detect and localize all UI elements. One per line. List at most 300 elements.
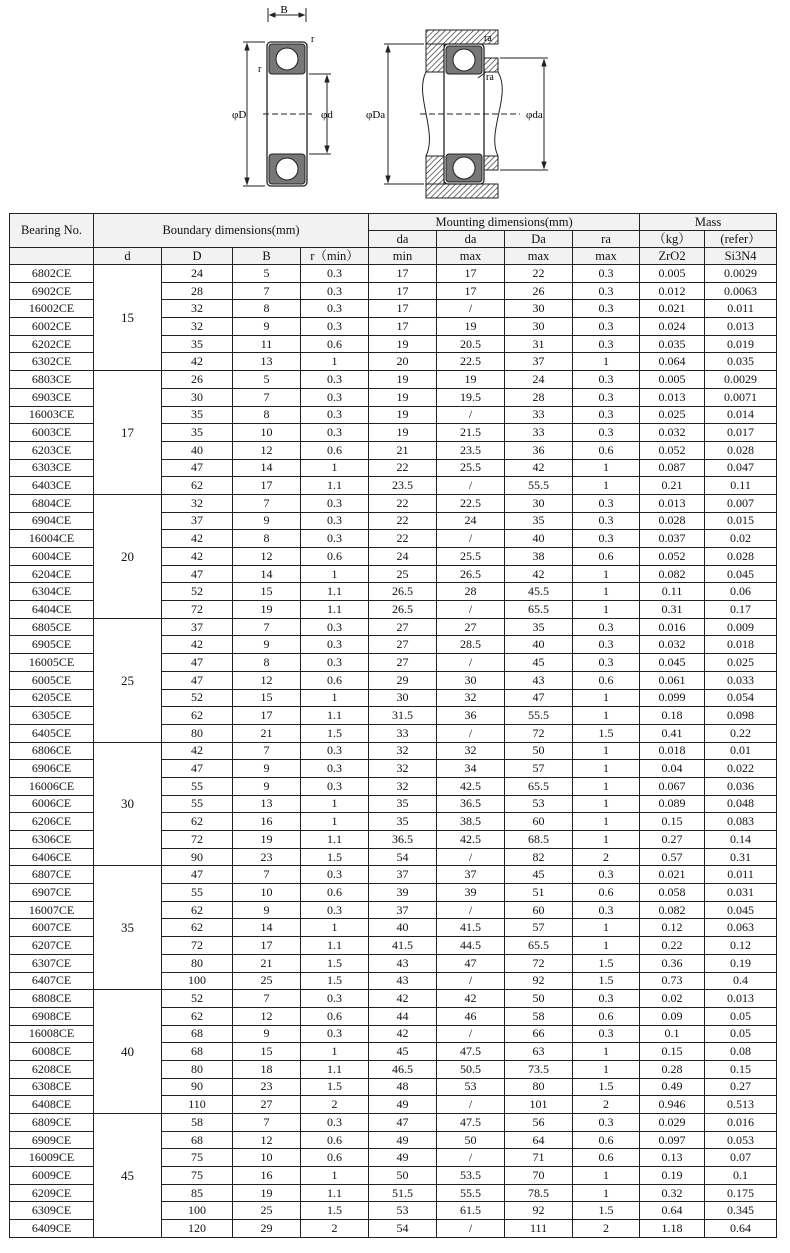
cell-B: 23 bbox=[233, 848, 301, 866]
cell-D: 42 bbox=[162, 742, 233, 760]
cell-da-max: 30 bbox=[437, 671, 505, 689]
cell-r-min: 0.3 bbox=[301, 388, 369, 406]
cell-ra-max: 2 bbox=[573, 1220, 640, 1238]
cell-da-min: 46.5 bbox=[369, 1060, 437, 1078]
cell-ra-max: 0.3 bbox=[573, 530, 640, 548]
cell-da-max: 19 bbox=[437, 371, 505, 389]
cell-mass-zro2: 0.082 bbox=[640, 901, 705, 919]
bearing-cross-section-diagram bbox=[243, 8, 331, 186]
cell-da-max: 23.5 bbox=[437, 441, 505, 459]
cell-D: 35 bbox=[162, 335, 233, 353]
cell-Da-max: 55.5 bbox=[505, 477, 573, 495]
cell-mass-zro2: 0.19 bbox=[640, 1167, 705, 1185]
cell-mass-zro2: 0.035 bbox=[640, 335, 705, 353]
diagram-label-phiDa: φDa bbox=[366, 109, 386, 121]
cell-r-min: 0.6 bbox=[301, 884, 369, 902]
cell-Da-max: 60 bbox=[505, 901, 573, 919]
cell-B: 8 bbox=[233, 654, 301, 672]
cell-da-max: 37 bbox=[437, 866, 505, 884]
cell-da-min: 44 bbox=[369, 1007, 437, 1025]
cell-B: 7 bbox=[233, 866, 301, 884]
cell-da-max: / bbox=[437, 406, 505, 424]
cell-ra-max: 1 bbox=[573, 777, 640, 795]
cell-Da-max: 78.5 bbox=[505, 1184, 573, 1202]
cell-da-min: 43 bbox=[369, 954, 437, 972]
cell-mass-zro2: 0.15 bbox=[640, 1043, 705, 1061]
cell-mass-zro2: 0.097 bbox=[640, 1131, 705, 1149]
cell-mass-zro2: 0.032 bbox=[640, 636, 705, 654]
cell-da-min: 22 bbox=[369, 530, 437, 548]
cell-D: 37 bbox=[162, 512, 233, 530]
table-row bbox=[10, 742, 777, 760]
cell-bearing-no: 6009CE bbox=[10, 1167, 94, 1185]
cell-mass-zro2: 0.36 bbox=[640, 954, 705, 972]
cell-B: 10 bbox=[233, 1149, 301, 1167]
cell-mass-si3n4: 0.05 bbox=[705, 1025, 777, 1043]
cell-D: 90 bbox=[162, 1078, 233, 1096]
cell-mass-si3n4: 0.07 bbox=[705, 1149, 777, 1167]
cell-bearing-no: 6005CE bbox=[10, 671, 94, 689]
cell-da-min: 54 bbox=[369, 1220, 437, 1238]
cell-r-min: 0.3 bbox=[301, 1025, 369, 1043]
cell-ra-max: 1 bbox=[573, 1060, 640, 1078]
cell-da-max: 25.5 bbox=[437, 548, 505, 566]
cell-mass-zro2: 0.012 bbox=[640, 282, 705, 300]
cell-mass-zro2: 0.052 bbox=[640, 548, 705, 566]
cell-B: 10 bbox=[233, 424, 301, 442]
cell-mass-zro2: 0.067 bbox=[640, 777, 705, 795]
cell-ra-max: 1.5 bbox=[573, 1078, 640, 1096]
cell-D: 72 bbox=[162, 937, 233, 955]
cell-ra-max: 1 bbox=[573, 689, 640, 707]
cell-ra-max: 1 bbox=[573, 353, 640, 371]
cell-B: 19 bbox=[233, 1184, 301, 1202]
cell-bearing-no: 16002CE bbox=[10, 300, 94, 318]
cell-D: 42 bbox=[162, 530, 233, 548]
cell-bearing-no: 16004CE bbox=[10, 530, 94, 548]
cell-B: 25 bbox=[233, 972, 301, 990]
cell-D: 80 bbox=[162, 724, 233, 742]
cell-mass-si3n4: 0.011 bbox=[705, 866, 777, 884]
cell-mass-zro2: 0.037 bbox=[640, 530, 705, 548]
cell-r-min: 1.1 bbox=[301, 477, 369, 495]
cell-B: 16 bbox=[233, 1167, 301, 1185]
cell-da-max: 20.5 bbox=[437, 335, 505, 353]
cell-da-max: / bbox=[437, 1220, 505, 1238]
cell-ra-max: 0.3 bbox=[573, 300, 640, 318]
cell-mass-si3n4: 0.033 bbox=[705, 671, 777, 689]
cell-da-max: 53.5 bbox=[437, 1167, 505, 1185]
cell-mass-zro2: 0.1 bbox=[640, 1025, 705, 1043]
cell-D: 62 bbox=[162, 901, 233, 919]
cell-Da-max: 72 bbox=[505, 724, 573, 742]
cell-mass-si3n4: 0.175 bbox=[705, 1184, 777, 1202]
cell-Da-max: 70 bbox=[505, 1167, 573, 1185]
cell-r-min: 0.3 bbox=[301, 265, 369, 283]
cell-r-min: 1 bbox=[301, 565, 369, 583]
cell-r-min: 1.5 bbox=[301, 954, 369, 972]
cell-da-max: 47.5 bbox=[437, 1114, 505, 1132]
cell-r-min: 1.1 bbox=[301, 1060, 369, 1078]
cell-bearing-no: 6305CE bbox=[10, 707, 94, 725]
cell-D: 26 bbox=[162, 371, 233, 389]
cell-bearing-no: 6807CE bbox=[10, 866, 94, 884]
cell-r-min: 0.3 bbox=[301, 777, 369, 795]
table-row bbox=[10, 866, 777, 884]
cell-bearing-no: 6007CE bbox=[10, 919, 94, 937]
cell-r-min: 1 bbox=[301, 459, 369, 477]
cell-r-min: 0.3 bbox=[301, 760, 369, 778]
cell-Da-max: 82 bbox=[505, 848, 573, 866]
cell-Da-max: 56 bbox=[505, 1114, 573, 1132]
cell-D: 28 bbox=[162, 282, 233, 300]
cell-bearing-no: 6903CE bbox=[10, 388, 94, 406]
cell-mass-si3n4: 0.045 bbox=[705, 565, 777, 583]
cell-ra-max: 1.5 bbox=[573, 954, 640, 972]
cell-bearing-no: 6802CE bbox=[10, 265, 94, 283]
cell-bearing-no: 16005CE bbox=[10, 654, 94, 672]
cell-B: 27 bbox=[233, 1096, 301, 1114]
cell-mass-si3n4: 0.0071 bbox=[705, 388, 777, 406]
cell-da-max: 17 bbox=[437, 282, 505, 300]
cell-mass-si3n4: 0.031 bbox=[705, 884, 777, 902]
cell-B: 15 bbox=[233, 689, 301, 707]
cell-mass-si3n4: 0.17 bbox=[705, 601, 777, 619]
cell-ra-max: 2 bbox=[573, 848, 640, 866]
cell-bearing-no: 6909CE bbox=[10, 1131, 94, 1149]
cell-mass-zro2: 0.028 bbox=[640, 512, 705, 530]
cell-mass-zro2: 0.021 bbox=[640, 300, 705, 318]
cell-Da-max: 42 bbox=[505, 459, 573, 477]
cell-da-min: 32 bbox=[369, 777, 437, 795]
table-row bbox=[10, 371, 777, 389]
cell-da-min: 19 bbox=[369, 388, 437, 406]
cell-da-max: 32 bbox=[437, 742, 505, 760]
cell-B: 23 bbox=[233, 1078, 301, 1096]
cell-da-min: 39 bbox=[369, 884, 437, 902]
cell-B: 9 bbox=[233, 777, 301, 795]
cell-ra-max: 0.6 bbox=[573, 1131, 640, 1149]
diagram-label-ra-inner: ra bbox=[486, 72, 494, 83]
cell-Da-max: 30 bbox=[505, 494, 573, 512]
cell-mass-zro2: 0.18 bbox=[640, 707, 705, 725]
cell-D: 85 bbox=[162, 1184, 233, 1202]
cell-r-min: 0.3 bbox=[301, 990, 369, 1008]
cell-B: 9 bbox=[233, 901, 301, 919]
cell-mass-si3n4: 0.053 bbox=[705, 1131, 777, 1149]
cell-mass-si3n4: 0.513 bbox=[705, 1096, 777, 1114]
cell-da-min: 29 bbox=[369, 671, 437, 689]
cell-r-min: 1.1 bbox=[301, 831, 369, 849]
cell-D: 42 bbox=[162, 636, 233, 654]
cell-D: 62 bbox=[162, 1007, 233, 1025]
cell-mass-si3n4: 0.0063 bbox=[705, 282, 777, 300]
cell-B: 16 bbox=[233, 813, 301, 831]
cell-Da-max: 50 bbox=[505, 742, 573, 760]
cell-bearing-no: 6202CE bbox=[10, 335, 94, 353]
cell-B: 13 bbox=[233, 353, 301, 371]
cell-Da-max: 72 bbox=[505, 954, 573, 972]
cell-da-min: 19 bbox=[369, 335, 437, 353]
cell-bearing-no: 6907CE bbox=[10, 884, 94, 902]
cell-bearing-no: 6008CE bbox=[10, 1043, 94, 1061]
cell-ra-max: 0.3 bbox=[573, 654, 640, 672]
cell-d: 15 bbox=[94, 265, 162, 371]
cell-D: 110 bbox=[162, 1096, 233, 1114]
cell-B: 7 bbox=[233, 990, 301, 1008]
cell-B: 19 bbox=[233, 831, 301, 849]
cell-r-min: 1 bbox=[301, 353, 369, 371]
cell-mass-zro2: 0.024 bbox=[640, 318, 705, 336]
cell-da-min: 31.5 bbox=[369, 707, 437, 725]
cell-B: 14 bbox=[233, 565, 301, 583]
cell-bearing-no: 6409CE bbox=[10, 1220, 94, 1238]
cell-Da-max: 35 bbox=[505, 512, 573, 530]
cell-da-max: 28.5 bbox=[437, 636, 505, 654]
header-min: min bbox=[369, 248, 437, 265]
cell-da-max: / bbox=[437, 654, 505, 672]
cell-mass-si3n4: 0.007 bbox=[705, 494, 777, 512]
cell-ra-max: 1 bbox=[573, 707, 640, 725]
cell-bearing-no: 6406CE bbox=[10, 848, 94, 866]
cell-Da-max: 92 bbox=[505, 1202, 573, 1220]
cell-da-max: 28 bbox=[437, 583, 505, 601]
cell-B: 7 bbox=[233, 388, 301, 406]
cell-D: 32 bbox=[162, 494, 233, 512]
cell-bearing-no: 6203CE bbox=[10, 441, 94, 459]
cell-da-max: 39 bbox=[437, 884, 505, 902]
cell-da-min: 24 bbox=[369, 548, 437, 566]
cell-mass-si3n4: 0.016 bbox=[705, 1114, 777, 1132]
cell-bearing-no: 6303CE bbox=[10, 459, 94, 477]
cell-bearing-no: 6404CE bbox=[10, 601, 94, 619]
cell-r-min: 0.6 bbox=[301, 671, 369, 689]
cell-mass-si3n4: 0.08 bbox=[705, 1043, 777, 1061]
cell-mass-zro2: 0.21 bbox=[640, 477, 705, 495]
cell-da-min: 26.5 bbox=[369, 583, 437, 601]
cell-bearing-no: 6306CE bbox=[10, 831, 94, 849]
cell-ra-max: 0.3 bbox=[573, 512, 640, 530]
cell-Da-max: 60 bbox=[505, 813, 573, 831]
cell-D: 62 bbox=[162, 813, 233, 831]
header-max-ra: max bbox=[573, 248, 640, 265]
cell-Da-max: 80 bbox=[505, 1078, 573, 1096]
cell-da-min: 27 bbox=[369, 636, 437, 654]
cell-d: 30 bbox=[94, 742, 162, 866]
cell-bearing-no: 6405CE bbox=[10, 724, 94, 742]
cell-D: 75 bbox=[162, 1167, 233, 1185]
cell-Da-max: 26 bbox=[505, 282, 573, 300]
cell-mass-zro2: 0.013 bbox=[640, 494, 705, 512]
cell-mass-zro2: 0.029 bbox=[640, 1114, 705, 1132]
cell-mass-zro2: 0.082 bbox=[640, 565, 705, 583]
cell-da-min: 21 bbox=[369, 441, 437, 459]
cell-Da-max: 73.5 bbox=[505, 1060, 573, 1078]
cell-D: 30 bbox=[162, 388, 233, 406]
cell-da-max: / bbox=[437, 1025, 505, 1043]
cell-mass-si3n4: 0.0029 bbox=[705, 265, 777, 283]
cell-da-min: 17 bbox=[369, 300, 437, 318]
cell-B: 14 bbox=[233, 919, 301, 937]
cell-da-min: 26.5 bbox=[369, 601, 437, 619]
cell-bearing-no: 6308CE bbox=[10, 1078, 94, 1096]
cell-ra-max: 0.6 bbox=[573, 441, 640, 459]
header-max-Da: max bbox=[505, 248, 573, 265]
cell-r-min: 1.5 bbox=[301, 1202, 369, 1220]
cell-Da-max: 55.5 bbox=[505, 707, 573, 725]
cell-ra-max: 1 bbox=[573, 583, 640, 601]
cell-D: 52 bbox=[162, 990, 233, 1008]
cell-D: 80 bbox=[162, 1060, 233, 1078]
cell-Da-max: 31 bbox=[505, 335, 573, 353]
cell-D: 80 bbox=[162, 954, 233, 972]
cell-ra-max: 0.3 bbox=[573, 388, 640, 406]
cell-ra-max: 0.6 bbox=[573, 884, 640, 902]
cell-ra-max: 0.3 bbox=[573, 866, 640, 884]
cell-da-max: 42.5 bbox=[437, 831, 505, 849]
header-da-max: da bbox=[437, 231, 505, 248]
cell-B: 8 bbox=[233, 300, 301, 318]
cell-D: 35 bbox=[162, 406, 233, 424]
cell-da-min: 42 bbox=[369, 990, 437, 1008]
cell-D: 47 bbox=[162, 654, 233, 672]
cell-Da-max: 45.5 bbox=[505, 583, 573, 601]
cell-da-min: 37 bbox=[369, 901, 437, 919]
cell-ra-max: 1 bbox=[573, 1043, 640, 1061]
cell-bearing-no: 6904CE bbox=[10, 512, 94, 530]
cell-D: 120 bbox=[162, 1220, 233, 1238]
cell-mass-zro2: 1.18 bbox=[640, 1220, 705, 1238]
cell-da-max: 24 bbox=[437, 512, 505, 530]
cell-bearing-no: 6806CE bbox=[10, 742, 94, 760]
cell-da-max: 47.5 bbox=[437, 1043, 505, 1061]
cell-bearing-no: 16009CE bbox=[10, 1149, 94, 1167]
cell-mass-zro2: 0.04 bbox=[640, 760, 705, 778]
cell-Da-max: 101 bbox=[505, 1096, 573, 1114]
header-ra: ra bbox=[573, 231, 640, 248]
cell-B: 7 bbox=[233, 618, 301, 636]
cell-da-max: 27 bbox=[437, 618, 505, 636]
cell-B: 9 bbox=[233, 760, 301, 778]
cell-D: 52 bbox=[162, 689, 233, 707]
cell-bearing-no: 6908CE bbox=[10, 1007, 94, 1025]
cell-bearing-no: 6002CE bbox=[10, 318, 94, 336]
cell-da-max: 26.5 bbox=[437, 565, 505, 583]
cell-D: 68 bbox=[162, 1025, 233, 1043]
cell-mass-si3n4: 0.083 bbox=[705, 813, 777, 831]
cell-r-min: 0.3 bbox=[301, 530, 369, 548]
cell-r-min: 0.3 bbox=[301, 742, 369, 760]
cell-mass-si3n4: 0.009 bbox=[705, 618, 777, 636]
cell-B: 7 bbox=[233, 494, 301, 512]
cell-da-min: 35 bbox=[369, 795, 437, 813]
cell-mass-zro2: 0.058 bbox=[640, 884, 705, 902]
cell-mass-zro2: 0.11 bbox=[640, 583, 705, 601]
cell-r-min: 0.3 bbox=[301, 300, 369, 318]
cell-B: 21 bbox=[233, 724, 301, 742]
cell-ra-max: 1 bbox=[573, 1184, 640, 1202]
cell-mass-si3n4: 0.054 bbox=[705, 689, 777, 707]
cell-da-min: 20 bbox=[369, 353, 437, 371]
cell-mass-si3n4: 0.22 bbox=[705, 724, 777, 742]
cell-r-min: 0.6 bbox=[301, 1007, 369, 1025]
header-mass: Mass bbox=[640, 214, 777, 231]
cell-da-max: / bbox=[437, 1096, 505, 1114]
cell-r-min: 0.3 bbox=[301, 636, 369, 654]
cell-d: 40 bbox=[94, 990, 162, 1114]
cell-da-max: / bbox=[437, 972, 505, 990]
cell-da-max: 55.5 bbox=[437, 1184, 505, 1202]
cell-ra-max: 0.6 bbox=[573, 1149, 640, 1167]
cell-da-min: 40 bbox=[369, 919, 437, 937]
cell-bearing-no: 6808CE bbox=[10, 990, 94, 1008]
cell-da-max: 25.5 bbox=[437, 459, 505, 477]
bearing-spec-table bbox=[9, 213, 777, 1238]
cell-Da-max: 40 bbox=[505, 636, 573, 654]
diagram-label-phid: φd bbox=[321, 109, 333, 121]
cell-B: 14 bbox=[233, 459, 301, 477]
cell-D: 40 bbox=[162, 441, 233, 459]
cell-D: 47 bbox=[162, 866, 233, 884]
cell-B: 15 bbox=[233, 583, 301, 601]
header-bearing-no: Bearing No. bbox=[10, 214, 94, 248]
cell-Da-max: 65.5 bbox=[505, 601, 573, 619]
cell-mass-si3n4: 0.1 bbox=[705, 1167, 777, 1185]
cell-da-max: 61.5 bbox=[437, 1202, 505, 1220]
cell-B: 12 bbox=[233, 1131, 301, 1149]
cell-mass-zro2: 0.12 bbox=[640, 919, 705, 937]
cell-ra-max: 1 bbox=[573, 1167, 640, 1185]
cell-mass-si3n4: 0.028 bbox=[705, 441, 777, 459]
cell-mass-zro2: 0.946 bbox=[640, 1096, 705, 1114]
cell-D: 47 bbox=[162, 671, 233, 689]
diagram-label-r-side: r bbox=[258, 64, 262, 75]
cell-D: 52 bbox=[162, 583, 233, 601]
cell-mass-zro2: 0.021 bbox=[640, 866, 705, 884]
cell-r-min: 1.1 bbox=[301, 707, 369, 725]
cell-da-min: 19 bbox=[369, 424, 437, 442]
diagram-label-phida: φda bbox=[526, 109, 543, 121]
header-r-min: r（min） bbox=[301, 248, 369, 265]
cell-B: 15 bbox=[233, 1043, 301, 1061]
cell-mass-si3n4: 0.27 bbox=[705, 1078, 777, 1096]
cell-ra-max: 0.3 bbox=[573, 1025, 640, 1043]
cell-mass-zro2: 0.15 bbox=[640, 813, 705, 831]
cell-mass-zro2: 0.005 bbox=[640, 371, 705, 389]
cell-ra-max: 2 bbox=[573, 1096, 640, 1114]
header-si3n4: Si3N4 bbox=[705, 248, 777, 265]
cell-r-min: 0.3 bbox=[301, 618, 369, 636]
cell-D: 62 bbox=[162, 919, 233, 937]
cell-da-max: 44.5 bbox=[437, 937, 505, 955]
cell-r-min: 1.1 bbox=[301, 937, 369, 955]
cell-da-min: 51.5 bbox=[369, 1184, 437, 1202]
cell-da-max: 22.5 bbox=[437, 353, 505, 371]
cell-D: 35 bbox=[162, 424, 233, 442]
cell-B: 9 bbox=[233, 318, 301, 336]
cell-d: 45 bbox=[94, 1114, 162, 1238]
cell-bearing-no: 6207CE bbox=[10, 937, 94, 955]
cell-D: 75 bbox=[162, 1149, 233, 1167]
cell-mass-si3n4: 0.048 bbox=[705, 795, 777, 813]
cell-mass-si3n4: 0.31 bbox=[705, 848, 777, 866]
cell-mass-si3n4: 0.063 bbox=[705, 919, 777, 937]
cell-Da-max: 57 bbox=[505, 760, 573, 778]
cell-bearing-no: 16003CE bbox=[10, 406, 94, 424]
cell-d: 25 bbox=[94, 618, 162, 742]
cell-ra-max: 1 bbox=[573, 565, 640, 583]
cell-mass-si3n4: 0.036 bbox=[705, 777, 777, 795]
